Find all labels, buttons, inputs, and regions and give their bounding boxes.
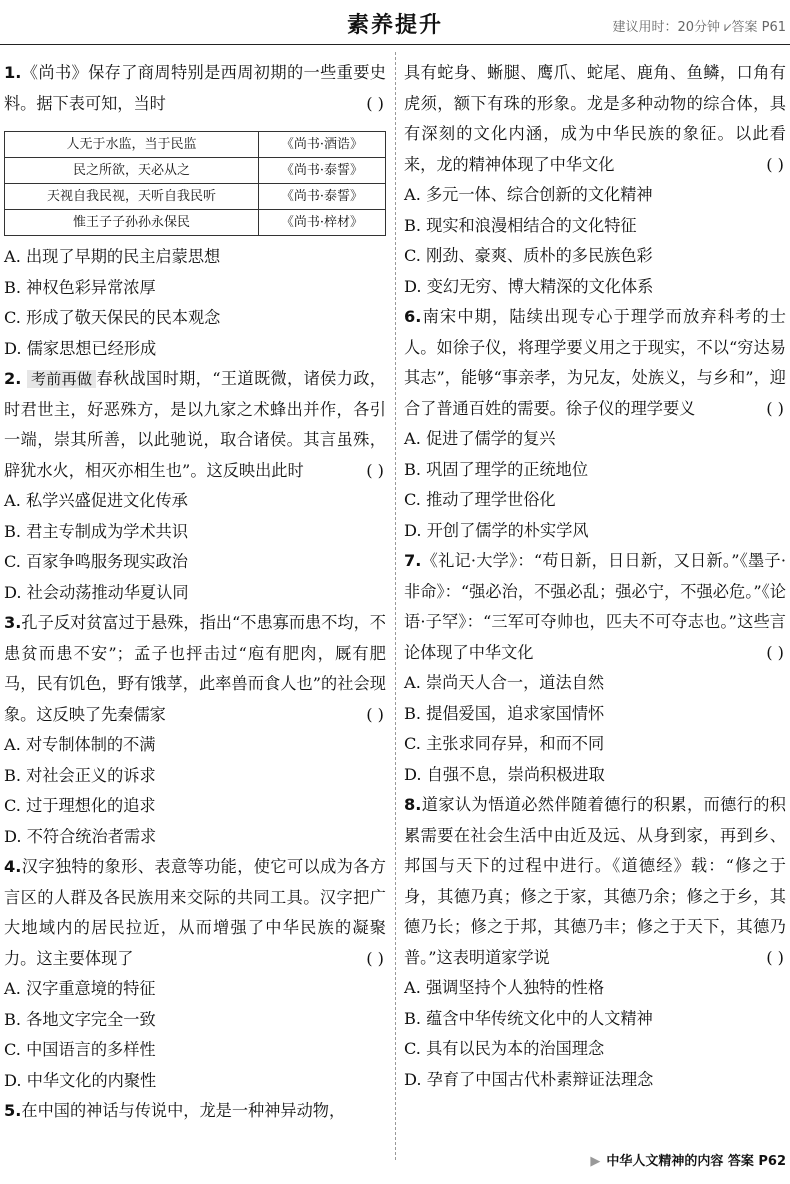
option-b: B. 各地文字完全一致 — [4, 1009, 156, 1029]
table-cell: 《尚书·梓材》 — [259, 210, 386, 236]
question-5-continued — [404, 58, 786, 180]
table-row — [5, 210, 386, 236]
option-a: A. 出现了早期的民主启蒙思想 — [4, 247, 221, 266]
triangle-arrow-icon: ▶ — [590, 1154, 601, 1169]
table-cell: 民之所欲，天必从之 — [5, 158, 259, 184]
question-number: 4. — [4, 857, 22, 876]
question-stem: 孔子反对贫富过于悬殊，指出“不患寡而患不均，不患贫而患不安”；孟子也抨击过“庖有肥肉，厩有肥马，民有饥色，野有饿莩，此率兽而食人也”的社会现象。这反映了先秦儒家 — [4, 613, 386, 724]
option-c: C. 主张求同存异，和而不同 — [404, 734, 605, 753]
option-b: B. 蕴含中华传统文化中的人文精神 — [404, 1008, 653, 1028]
question-stem: 春秋战国时期，“王道既微，诸侯力政，时君世主，好恶殊方，是以九家之术蜂出并作，各引一端，崇其所善，以此驰说，取合诸侯。其言虽殊，辟犹水火，相灭亦相生也”。这反映出此时 — [4, 369, 386, 480]
question-1 — [4, 58, 386, 119]
option-d: D. 变幻无穷、博大精深的文化体系 — [404, 276, 654, 296]
option-a: A. 促进了儒学的复兴 — [404, 429, 556, 448]
option-a: A. 对专制体制的不满 — [4, 735, 156, 754]
footer-text: 中华人文精神的内容 答案 P62 — [606, 1154, 786, 1169]
answer-parentheses: ( ) — [366, 93, 384, 113]
question-8 — [404, 790, 786, 973]
answer-parentheses: ( ) — [766, 947, 784, 967]
option-d: D. 自强不息，崇尚积极进取 — [404, 764, 605, 784]
question-number: 6. — [404, 307, 422, 326]
table-cell: 《尚书·酒诰》 — [259, 132, 386, 158]
question-stem: 南宋中期，陆续出现专心于理学而放弃科考的士人。如徐子仪，将理学要义用之于现实，不以“穷达易其志”，能够“事亲孝，为兄友，处族义，与乡和”，迎合了普通百姓的需要。徐子仪的理学要义 — [404, 307, 786, 418]
question-4 — [4, 852, 386, 974]
question-number: 1. — [4, 63, 22, 82]
option-a: A. 汉字重意境的特征 — [4, 979, 156, 998]
option-c: C. 形成了敬天保民的民本观念 — [4, 308, 221, 327]
option-d: D. 开创了儒学的朴实学风 — [404, 520, 589, 540]
question-7 — [404, 546, 786, 668]
option-c: C. 过于理想化的追求 — [4, 796, 156, 815]
source-table — [4, 131, 386, 236]
option-b: B. 君主专制成为学术共识 — [4, 521, 189, 541]
table-row — [5, 184, 386, 210]
left-column — [4, 58, 386, 1127]
page-header — [0, 0, 790, 45]
question-stem: 具有蛇身、蜥腿、鹰爪、蛇尾、鹿角、鱼鳞，口角有虎须，额下有珠的形象。龙是多种动物的综合体，具有深刻的文化内涵，成为中华民族的象征。以此看来，龙的精神体现了中华文化 — [404, 63, 786, 174]
question-stem: 汉字独特的象形、表意等功能，使它可以成为各方言区的人群及各民族用来交际的共同工具。汉字把广大地域内的居民拉近，从而增强了中华民族的凝聚力。这主要体现了 — [4, 857, 386, 968]
question-6 — [404, 302, 786, 424]
question-stem: 《尚书》保存了商周特别是西周初期的一些重要史料。据下表可知，当时 — [4, 63, 386, 113]
option-b: B. 现实和浪漫相结合的文化特征 — [404, 215, 637, 235]
option-d: D. 社会动荡推动华夏认同 — [4, 582, 189, 602]
question-number: 3. — [4, 613, 22, 632]
table-cell: 惟王子子孙孙永保民 — [5, 210, 259, 236]
option-c: C. 刚劲、豪爽、质朴的多民族色彩 — [404, 246, 653, 265]
table-row — [5, 158, 386, 184]
option-a: A. 强调坚持个人独特的性格 — [404, 978, 605, 997]
question-number: 8. — [404, 795, 422, 814]
option-b: B. 神权色彩异常浓厚 — [4, 277, 156, 297]
question-number: 5. — [4, 1101, 22, 1120]
table-row — [5, 132, 386, 158]
answer-parentheses: ( ) — [366, 460, 384, 480]
redo-tag: 考前再做 — [27, 370, 96, 388]
option-d: D. 儒家思想已经形成 — [4, 338, 157, 358]
column-divider — [395, 52, 396, 1160]
option-b: B. 提倡爱国，追求家国情怀 — [404, 703, 605, 723]
table-cell: 《尚书·泰誓》 — [259, 184, 386, 210]
question-stem: 在中国的神话与传说中，龙是一种神异动物， — [21, 1101, 346, 1120]
option-b: B. 对社会正义的诉求 — [4, 765, 156, 785]
option-c: C. 百家争鸣服务现实政治 — [4, 552, 188, 571]
time-answer-hint: 建议用时：20分钟 ⩗答案 P61 — [612, 20, 786, 35]
question-stem: 道家认为悟道必然伴随着德行的积累，而德行的积累需要在社会生活中由近及远、从身到家，再到乡、邦国与天下的过程中进行。《道德经》载：“修之于身，其德乃真；修之于家，其德乃余；修之于乡，其德乃长；修之于邦，其德乃丰；修之于天下，其德乃普。”这表明道家学说 — [404, 795, 786, 967]
question-3 — [4, 608, 386, 730]
table-cell: 人无于水监，当于民监 — [5, 132, 259, 158]
table-cell: 《尚书·泰誓》 — [259, 158, 386, 184]
option-c: C. 推动了理学世俗化 — [404, 490, 556, 509]
option-b: B. 巩固了理学的正统地位 — [404, 459, 589, 479]
option-c: C. 中国语言的多样性 — [4, 1040, 156, 1059]
right-column — [404, 58, 786, 1095]
question-5-start — [4, 1096, 386, 1127]
option-a: A. 多元一体、综合创新的文化精神 — [404, 185, 653, 204]
option-a: A. 私学兴盛促进文化传承 — [4, 491, 188, 510]
question-2 — [4, 364, 386, 486]
question-number: 2. — [4, 369, 22, 388]
table-cell: 天视自我民视，天听自我民听 — [5, 184, 259, 210]
answer-parentheses: ( ) — [766, 154, 784, 174]
option-a: A. 崇尚天人合一，道法自然 — [404, 673, 605, 692]
answer-parentheses: ( ) — [366, 704, 384, 724]
option-d: D. 不符合统治者需求 — [4, 826, 157, 846]
option-c: C. 具有以民为本的治国理念 — [404, 1039, 605, 1058]
answer-parentheses: ( ) — [366, 948, 384, 968]
answer-parentheses: ( ) — [766, 642, 784, 662]
answer-parentheses: ( ) — [766, 398, 784, 418]
footer-topic — [590, 1150, 786, 1169]
option-d: D. 中华文化的内聚性 — [4, 1070, 157, 1090]
page-title: 素养提升 — [346, 13, 443, 38]
question-number: 7. — [404, 551, 422, 570]
question-stem: 《礼记·大学》：“苟日新，日日新，又日新。”《墨子·非命》：“强必治，不强必乱；强必宁，不强必危。”《论语·子罕》：“三军可夺帅也，匹夫不可夺志也。”这些言论体现了中华文化 — [404, 551, 786, 662]
option-d: D. 孕育了中国古代朴素辩证法理念 — [404, 1069, 654, 1089]
